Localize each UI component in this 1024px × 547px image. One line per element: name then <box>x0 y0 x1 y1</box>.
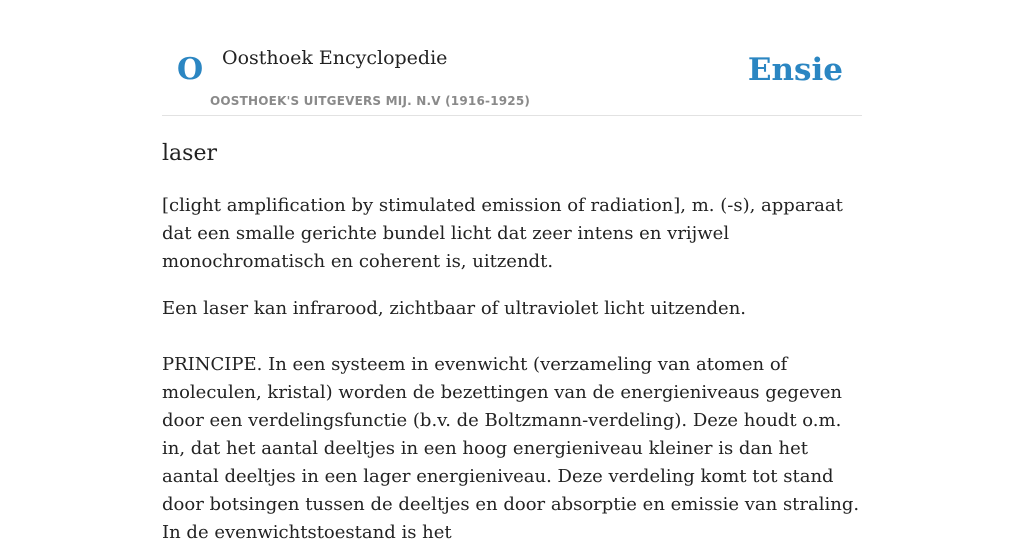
page-content <box>162 0 862 543</box>
entry-paragraph: Een laser kan infrarood, zichtbaar of ultraviolet licht uitzenden. <box>162 298 747 319</box>
source-header <box>162 0 862 116</box>
entry-title: laser <box>162 141 217 166</box>
source-title-link[interactable]: Oosthoek Encyclopedie <box>222 47 448 69</box>
source-logo[interactable]: O <box>177 52 204 87</box>
ensie-logo-link[interactable]: Ensie <box>747 52 843 88</box>
entry-paragraph-principe: PRINCIPE. In een systeem in evenwicht (verzameling van atomen of moleculen, kristal) worden de bezettingen van de energieniveaus gegeven door een verdelingsfunctie (b.v. de Boltzmann-verdeling). Deze houdt o.m. in, dat het aantal deeltjes in een hoog energieniveau kleiner is dan het aantal deeltjes in een lager energieniveau. Deze verdeling komt tot stand door botsingen tussen de deeltjes en door absorptie en emissie van straling. In de evenwichtstoestand is het <box>162 354 860 543</box>
source-publisher: OOSTHOEK'S UITGEVERS MIJ. N.V (1916-1925) <box>210 94 531 108</box>
entry-definition: [clight amplification by stimulated emission of radiation], m. (-s), apparaat dat een smalle gerichte bundel licht dat zeer intens en vrijwel monochromatisch en coherent is, uitzendt. <box>162 195 843 272</box>
